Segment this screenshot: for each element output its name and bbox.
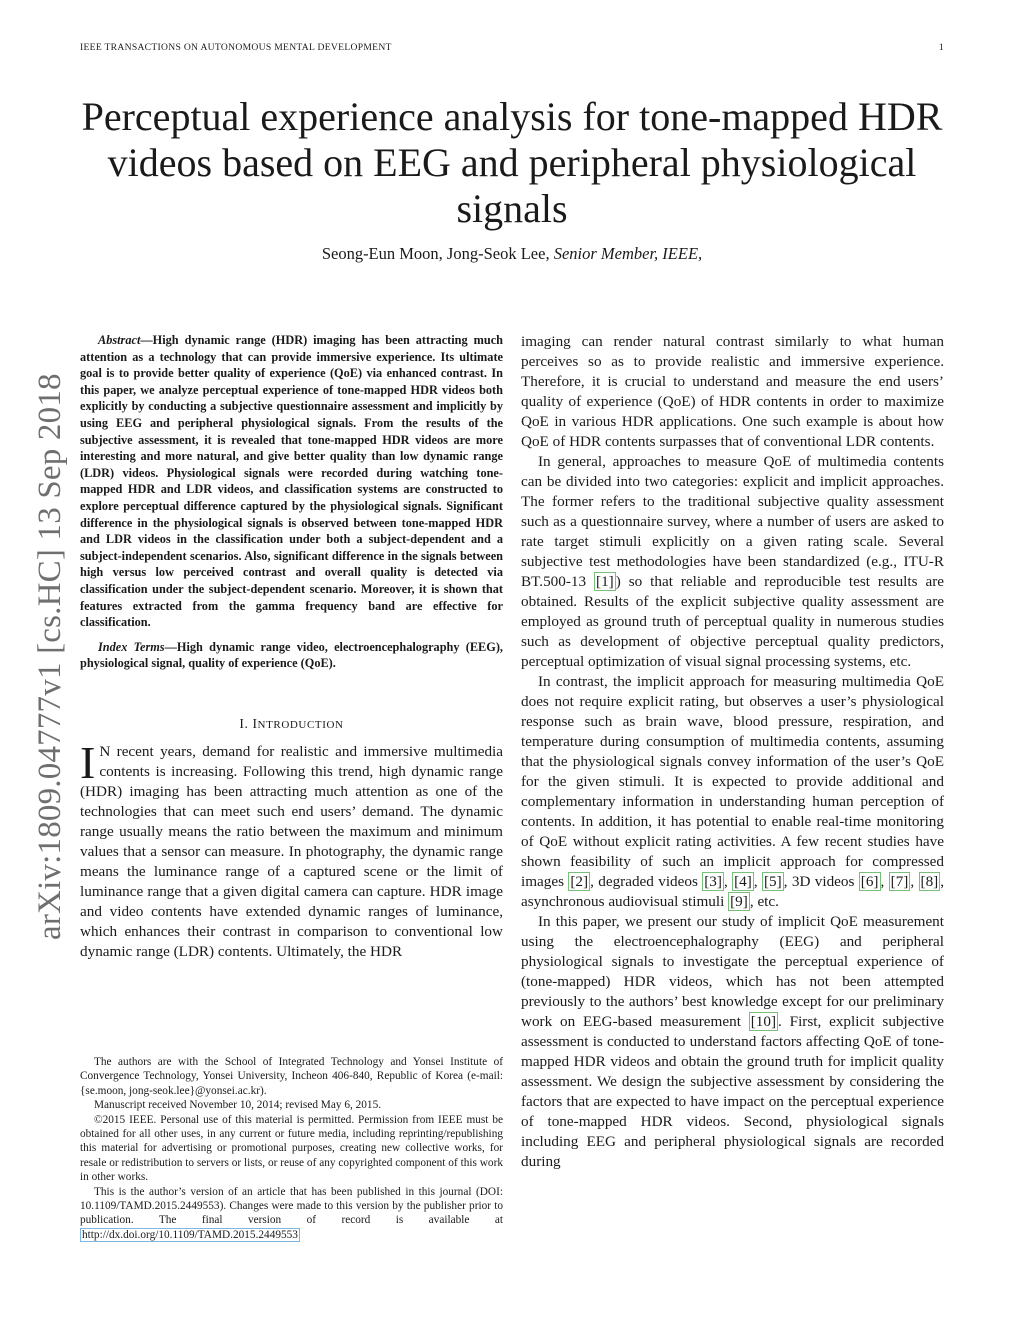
index-terms bbox=[80, 639, 503, 672]
doi-link[interactable]: http://dx.doi.org/10.1109/TAMD.2015.2449553 bbox=[82, 1228, 298, 1241]
citation-link[interactable]: [4] bbox=[734, 873, 752, 890]
author-names: Seong-Eun Moon, Jong-Seok Lee, bbox=[321, 244, 550, 263]
section-title-initial: I bbox=[252, 715, 258, 731]
right-paragraph-4 bbox=[521, 912, 944, 1172]
right-paragraph-3-text-a: In contrast, the implicit approach for measuring multimedia QoE does not require explicit rating, but observes a user’s physiological response such as brain wave, blood pressure, respiration, and temperature during consumption of multimedia contents, assuming that the physiological signals convey information of the user’s QoE for the given stimuli. It is expected to provide additional and complementary information in understanding human perception of contents. In addition, it has potential to enable real-time monitoring of QoE without explicit rating activities. A few recent studies have shown feasibility of such an implicit approach for compressed images bbox=[521, 673, 944, 890]
citation-link[interactable]: [6] bbox=[860, 873, 879, 890]
citation-link[interactable]: [8] bbox=[920, 873, 939, 890]
citation-link[interactable]: [7] bbox=[890, 873, 909, 890]
footnotes bbox=[80, 1055, 503, 1242]
index-terms-text: —High dynamic range video, electroencephalography (EEG), physiological signal, quality of experience (QoE). bbox=[80, 639, 503, 671]
right-paragraph-3: In contrast, the implicit approach for measuring multimedia QoE does not require explicit rating, but observes a user’s physiological response such as brain wave, blood pressure, respiration, and temperature during consumption of multimedia contents, assuming that the physiological signals convey information of the user’s QoE for the given stimuli. It is expected to provide additional and complementary information in understanding human perception of contents. In addition, it has potential to enable real-time monitoring of QoE without explicit rating activities. A few recent studies have shown feasibility of such an implicit approach for compressed images [2] , degraded videos [3] , [4] , [5] , 3D videos [6] , [7] , [8] , asynchronous audiovisual stimuli [9] , etc. bbox=[521, 673, 945, 910]
footnote-affiliation: The authors are with the School of Integrated Technology and Yonsei Institute of Convergence Technology, Yonsei University, Incheon 406-840, Republic of Korea (e-mail: {se.moon, jong-seok.lee}@yonsei.ac.kr). bbox=[80, 1056, 503, 1097]
intro-paragraph-text: N recent years, demand for realistic and immersive multimedia contents is increasing. Following this trend, high dynamic range (HDR) imaging has been attracting much attention as one of the technologies that can meet such end users’ demand. The dynamic range usually means the ratio between the maximum and minimum values that a sensor can measure. In photography, the dynamic range means the luminance range of a captured scene or the limit of luminance range that a given digital camera can capture. HDR image and video contents have extended dynamic ranges of luminance, which enhances their contrast in comparison to conventional low dynamic range (LDR) contents. Ultimately, the HDR bbox=[80, 742, 503, 960]
footnote-copyright: ©2015 IEEE. Personal use of this material is permitted. Permission from IEEE must be obtained for all other uses, in any current or future media, including reprinting/republishing this material for advertising or promotional purposes, creating new collective works, for resale or redistribution to servers or lists, or reuse of any copyrighted component of this work in other works. bbox=[80, 1113, 503, 1184]
right-paragraph-2-text-b: ) so that reliable and reproducible test results are obtained. Results of the explicit subjective quality assessment are employed as ground truth of perceptual quality in numerous studies such as development of objective perceptual quality predictors, perceptual optimization of visual signal processing systems, etc. bbox=[521, 573, 944, 670]
right-paragraph-4-text-a: In this paper, we present our study of implicit QoE measurement using the electroencephalography (EEG) and peripheral physiological signals to investigate the perceptual experience of (tone-mapped) HDR videos, which has not been attempted previously to the authors’ best knowledge except for our preliminary work on EEG-based measurement bbox=[521, 913, 944, 1030]
left-column bbox=[80, 332, 503, 962]
abstract-text: —High dynamic range (HDR) imaging has been attracting much attention as a technology that can provide immersive experience. Its ultimate goal is to provide better quality of experience (QoE) via enhanced contrast. In this paper, we analyze perceptual experience of tone-mapped HDR videos both explicitly by conducting a subjective questionnaire assessment and implicitly by using EEG and peripheral physiological signals. From the results of the subjective assessment, it is revealed that tone-mapped HDR videos are more interesting and more natural, and give better quality than low dynamic range (LDR) videos. Physiological signals were recorded during watching tone-mapped HDR and LDR videos, and classification systems are constructed to explore perceptual difference captured by the physiological signals. Significant difference in the physiological signals is observed between tone-mapped HDR and LDR videos in the classification under both a subject-dependent and a subject-independent scenarios. Also, significant difference in the signals between high versus low perceived contrast and overall quality is detected via classification under the subject-dependent scenario. Moreover, it is shown that features extracted from the gamma frequency band are effective for classification. bbox=[80, 333, 503, 630]
page-number: 1 bbox=[938, 42, 944, 53]
journal-name: IEEE TRANSACTIONS ON AUTONOMOUS MENTAL DEVELOPMENT bbox=[80, 42, 392, 53]
running-header bbox=[80, 42, 944, 53]
intro-paragraph bbox=[80, 736, 503, 962]
abstract-label: Abstract bbox=[98, 333, 141, 347]
right-column bbox=[521, 332, 944, 1172]
right-paragraph-4-text-b: . First, explicit subjective assessment is conducted to understand factors affecting QoE of tone-mapped HDR videos and obtain the ground truth for implicit quality assessment. We design the subjective assessment by considering the factors that are expected to have impact on the perceptual experience of tone-mapped HDR videos. Second, physiological signals including EEG and peripheral physiological signals are recorded during bbox=[521, 1013, 944, 1170]
right-paragraph-3-text-b: , degraded videos bbox=[590, 873, 703, 890]
footnote-version-text: This is the author’s version of an article that has been published in this journal (DOI: 10.1109/TAMD.2015.2449553). Changes were made to this version by the publisher prior to publication. The final version of record is available at bbox=[80, 1185, 503, 1227]
author-role: Senior Member, IEEE, bbox=[553, 244, 703, 263]
right-paragraph-3-text-d: , asynchronous audiovisual stimuli bbox=[521, 873, 945, 910]
citation-link[interactable]: [1] bbox=[596, 573, 614, 590]
footnote-manuscript: Manuscript received November 10, 2014; revised May 6, 2015. bbox=[94, 1099, 382, 1112]
citation-link[interactable]: [3] bbox=[704, 873, 722, 890]
paper-title: Perceptual experience analysis for tone-mapped HDR videos based on EEG and peripheral physiological signals bbox=[81, 94, 943, 231]
citation-link[interactable]: [2] bbox=[570, 873, 589, 890]
right-paragraph-2 bbox=[521, 452, 944, 672]
right-paragraph-3-text-c: , 3D videos bbox=[783, 873, 859, 890]
section-title-rest: NTRODUCTION bbox=[257, 718, 344, 731]
citation-link[interactable]: [10] bbox=[750, 1013, 777, 1030]
abstract bbox=[80, 332, 503, 631]
index-terms-label: Index Terms bbox=[98, 639, 165, 654]
citation-link[interactable]: [9] bbox=[730, 893, 748, 910]
section-heading-introduction bbox=[80, 716, 503, 732]
right-paragraph-1: imaging can render natural contrast similarly to what human perceives so as to provide realistic and immersive experience. Therefore, it is crucial to understand and measure the end users’ quality of experience (QoE) of HDR contents in order to maximize QoE in various HDR applications. One such example is about how QoE of HDR contents surpasses that of conventional LDR contents. bbox=[521, 333, 944, 450]
arxiv-stamp: arXiv:1809.04777v1 [cs.HC] 13 Sep 2018 bbox=[32, 373, 68, 940]
author-line bbox=[80, 244, 944, 264]
citation-link[interactable]: [5] bbox=[764, 873, 782, 890]
section-numeral: I. bbox=[239, 715, 253, 731]
drop-cap: I bbox=[80, 736, 96, 788]
right-paragraph-2-text-a: In general, approaches to measure QoE of multimedia contents can be divided into two categories: explicit and implicit approaches. The former refers to the traditional subjective quality assessment such as a questionnaire survey, where a number of users are asked to rate target stimuli explicitly on a given rating scale. Several subjective test methodologies have been standardized (e.g., ITU-R BT.500-13 bbox=[521, 453, 944, 590]
footnote-version bbox=[80, 1185, 503, 1243]
right-paragraph-3-text-e: , etc. bbox=[749, 893, 779, 910]
